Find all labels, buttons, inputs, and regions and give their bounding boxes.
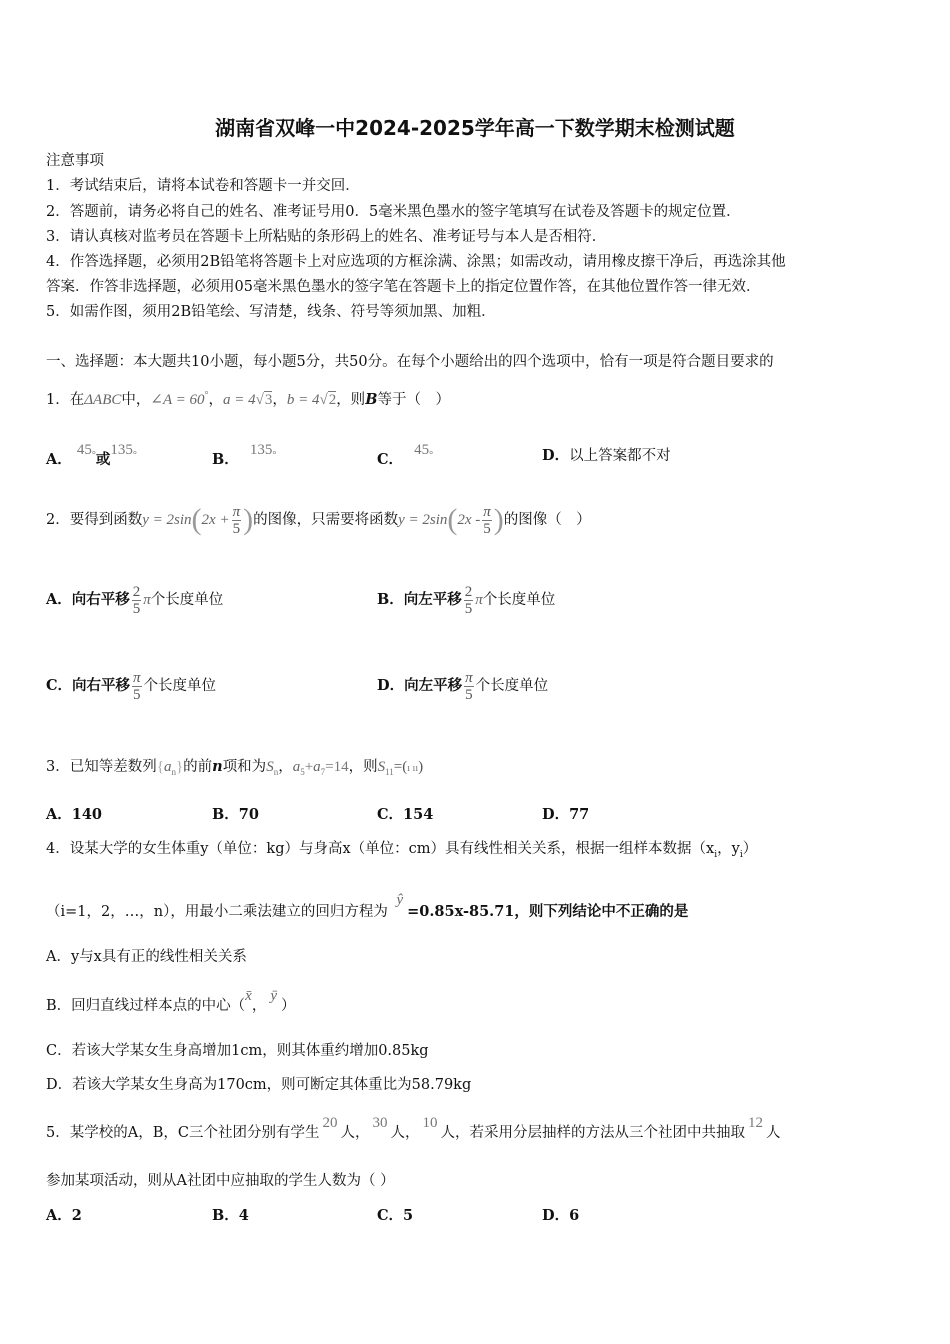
q5-option-c[interactable]: C．5 xyxy=(377,1207,414,1224)
q2-option-c[interactable]: C．向右平移 $\frac{\pi}{5}$ 个长度单位 xyxy=(46,669,217,703)
question-3: 3．已知等差数列$\{a_n\}$的前n项和为$S_n$，$a_5+a_7=14$，则$S_{11}=(ı$ ıı) xyxy=(46,758,424,777)
question-5: 5．某学校的A，B，C三个社团分别有学生20人，30人，10人，若采用分层抽样的方法从三个社团中共抽取12人 xyxy=(46,1115,781,1141)
q4-option-a[interactable]: A．y与x具有正的线性相关关系 xyxy=(46,949,247,965)
q4-option-d[interactable]: D．若该大学某女生身高为170cm，则可断定其体重比为58.79kg xyxy=(46,1077,472,1093)
question-4-line2: （i=1，2，…，n），用最小二乘法建立的回归方程为 ŷ=0.85x-85.71，则下列结论中不正确的是 xyxy=(46,892,689,920)
notice-item: 5．如需作图，须用2B铅笔绘、写清楚，线条、符号等须加黑、加粗． xyxy=(46,304,496,320)
notice-item: 答案．作答非选择题，必须用05毫米黑色墨水的签字笔在答题卡上的指定位置作答，在其他位置作答一律无效． xyxy=(46,279,761,295)
q2-option-d[interactable]: D．向左平移 $\frac{\pi}{5}$ 个长度单位 xyxy=(377,669,549,703)
q1-option-d[interactable]: D．以上答案都不对 xyxy=(542,447,671,464)
notice-item: 4．作答选择题，必须用2B铅笔将答题卡上对应选项的方框涂满、涂黑；如需改动，请用橡皮擦干净后，再选涂其他 xyxy=(46,254,786,270)
q1-option-c[interactable]: C． 45° xyxy=(377,441,434,468)
q3-option-c[interactable]: C．154 xyxy=(377,806,434,823)
q1-option-b[interactable]: B． 135° xyxy=(212,441,277,468)
q5-option-d[interactable]: D．6 xyxy=(542,1207,580,1224)
notice-item: 1．考试结束后，请将本试卷和答题卡一并交回． xyxy=(46,178,360,194)
notice-item: 3．请认真核对监考员在答题卡上所粘贴的条形码上的姓名、准考证号与本人是否相符． xyxy=(46,229,607,245)
q5-option-b[interactable]: B．4 xyxy=(212,1207,249,1224)
section-heading: 一、选择题：本大题共10小题，每小题5分，共50分。在每个小题给出的四个选项中，恰有一项是符合题目要求的 xyxy=(46,354,774,370)
question-2: 2．要得到函数y = 2sin(2x + $\frac{\pi}{5}$ )的图像，只需要将函数y = 2sin(2x - $\frac{\pi}{5}$ )的图像（ ） xyxy=(46,503,591,537)
q5-option-a[interactable]: A．2 xyxy=(46,1207,82,1224)
q2-option-b[interactable]: B．向左平移 $\frac{2}{5}$ π个长度单位 xyxy=(377,583,556,617)
q3-option-a[interactable]: A．140 xyxy=(46,806,103,823)
q4-option-b[interactable]: B．回归直线过样本点的中心（x̄，ȳ） xyxy=(46,988,296,1014)
page-title: 湖南省双峰一中2024-2025学年高一下数学期末检测试题 xyxy=(215,116,735,140)
question-1: 1．在ΔABC中，∠A = 60°，a = 4√3，b = 4√2，则B等于（ ） xyxy=(46,390,450,408)
q3-option-b[interactable]: B．70 xyxy=(212,806,259,823)
question-5-line2: 参加某项活动，则从A社团中应抽取的学生人数为（ ） xyxy=(46,1173,395,1189)
q3-option-d[interactable]: D．77 xyxy=(542,806,590,823)
question-4: 4．设某大学的女生体重y（单位：kg）与身高x（单位：cm）具有线性相关关系，根据一组样本数据（$x_i$，$y_i$） xyxy=(46,841,758,860)
q1-option-a[interactable]: A． 45°或135° xyxy=(46,441,137,468)
q4-option-c[interactable]: C．若该大学某女生身高增加1cm，则其体重约增加0.85kg xyxy=(46,1043,429,1059)
notice-item: 2．答题前，请务必将自己的姓名、准考证号用0．5毫米黑色墨水的签字笔填写在试卷及答题卡的规定位置． xyxy=(46,204,741,220)
notice-heading: 注意事项 xyxy=(46,153,104,169)
q2-option-a[interactable]: A．向右平移 $\frac{2}{5}$ π个长度单位 xyxy=(46,583,224,617)
